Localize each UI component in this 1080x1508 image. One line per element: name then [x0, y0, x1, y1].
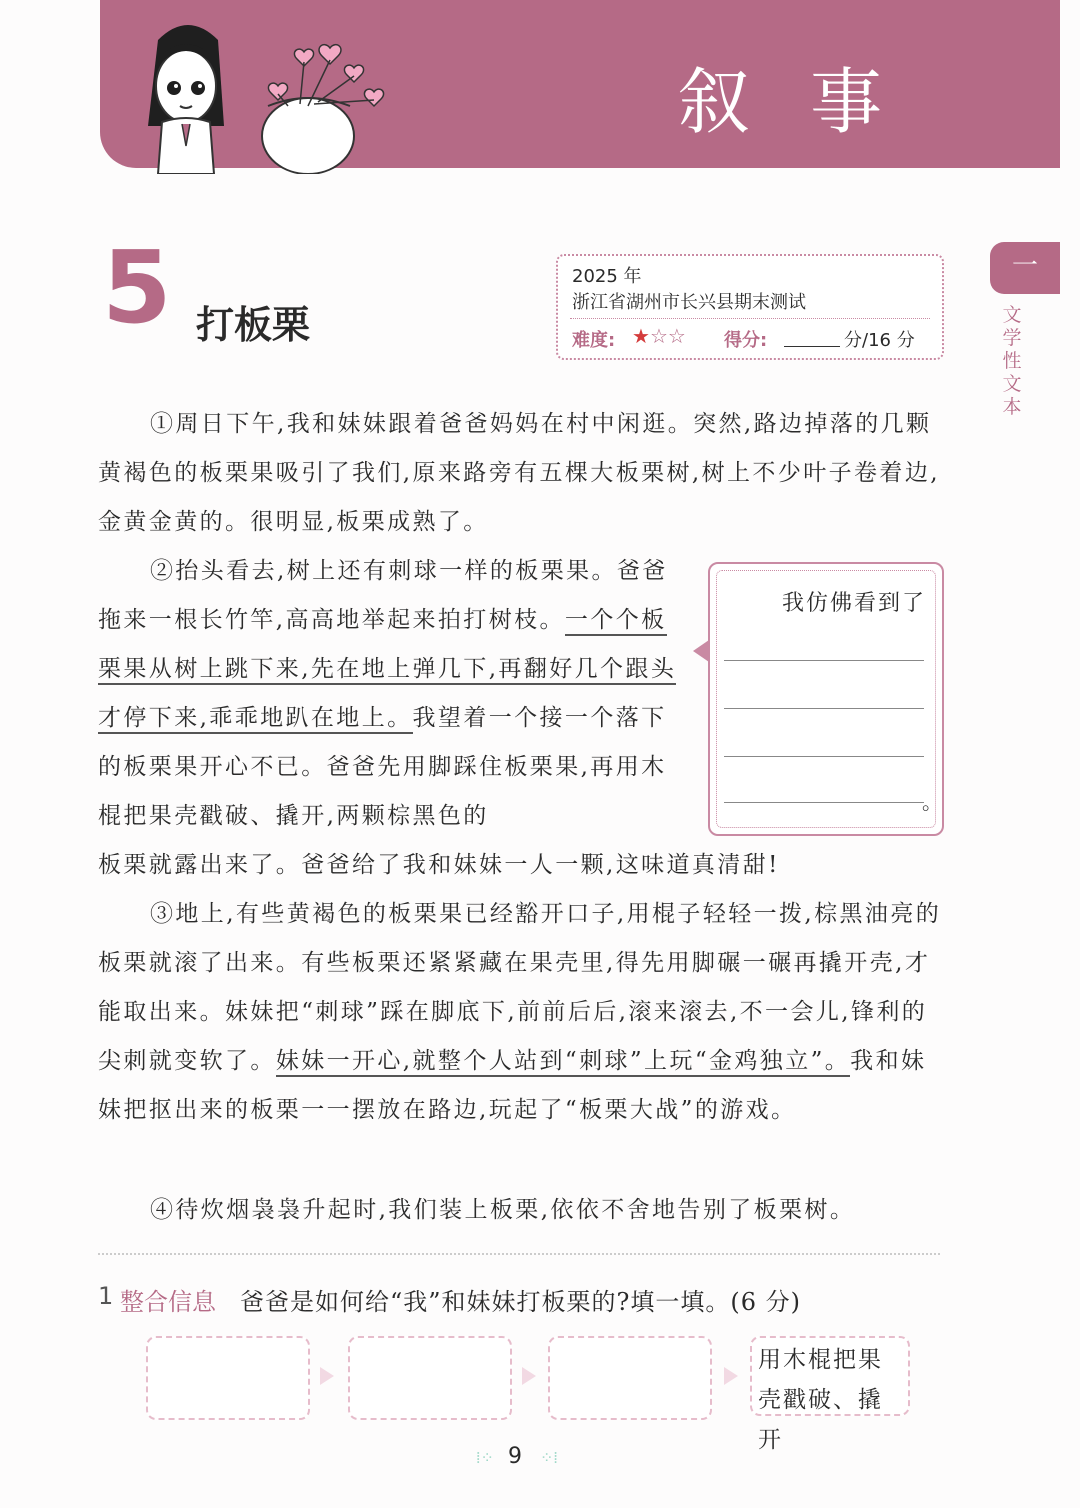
question-number: 1 — [98, 1282, 114, 1310]
banner-title: 叙事 — [677, 60, 942, 144]
lesson-title: 打板栗 — [196, 303, 311, 347]
imagine-box-pointer — [693, 640, 709, 662]
answer-box-step-4: 用木棍把果壳戳破、撬开 — [750, 1336, 910, 1416]
lesson-number: 5 — [102, 229, 172, 346]
exam-info-box — [556, 254, 944, 360]
imagine-end-mark: 。 — [922, 790, 942, 814]
paragraph-1-text: ①周日下午,我和妹妹跟着爸爸妈妈在村中闲逛。突然,路边掉落的几颗黄褐色的板栗果吸引了我们,原来路旁有五棵大板栗树,树上不少叶子卷着边,金黄金黄的。很明显,板栗成熟了。 — [98, 411, 940, 535]
flow-arrow-icon — [724, 1367, 738, 1385]
girl-mascot-illustration — [118, 6, 408, 174]
question-type: 整合信息 — [120, 1288, 216, 1316]
flow-arrow-icon — [522, 1367, 536, 1385]
paragraph-2-underlined-sentence: 一个个板栗果从树上跳下来,先在地上弹几下,再翻好几个跟头才停下来,乖乖地趴在地上。 — [98, 607, 676, 734]
passage-paragraph-2 — [98, 547, 684, 841]
imagine-prompt: 我仿佛看到了 — [781, 591, 926, 616]
section-separator — [98, 1253, 940, 1255]
side-label: 文学性文本 — [1002, 304, 1022, 418]
score-total: 分/16 分 — [844, 330, 915, 351]
imagine-answer-line[interactable] — [724, 756, 924, 757]
paragraph-2-text-before: ②抬头看去,树上还有刺球一样的板栗果。爸爸拖来一根长竹竿,高高地举起来拍打树枝。 — [98, 558, 668, 633]
passage-paragraph-2-continued: 板栗就露出来了。爸爸给了我和妹妹一人一颗,这味道真清甜! — [98, 852, 780, 878]
page-number: 9 — [508, 1444, 522, 1469]
star-empty-icon: ☆ — [649, 324, 668, 348]
exam-divider — [570, 318, 930, 319]
answer-box-step-3[interactable] — [548, 1336, 712, 1420]
difficulty-stars — [632, 324, 686, 348]
side-tab: 一 — [990, 242, 1060, 294]
page-decoration-icon: ⁞⁘ — [476, 1448, 494, 1467]
difficulty-label: 难度: — [572, 330, 616, 351]
paragraph-2-text-after: 我望着一个接一个落下的板栗果开心不已。爸爸先用脚踩住板栗果,再用木棍把果壳戳破、撬开,两颗棕黑色的 — [98, 705, 667, 829]
exam-year: 2025 年 — [572, 266, 642, 287]
page-decoration-icon: ⁘⁞ — [540, 1448, 558, 1467]
star-empty-icon: ☆ — [667, 324, 686, 348]
star-filled-icon: ★ — [632, 324, 650, 348]
imagine-answer-box[interactable] — [708, 562, 944, 836]
answer-box-step-1[interactable] — [146, 1336, 310, 1420]
passage-paragraph-4 — [98, 1186, 944, 1235]
passage-paragraph-3 — [98, 890, 944, 1135]
paragraph-3-text-before: ③地上,有些黄褐色的板栗果已经豁开口子,用棍子轻轻一拨,棕黑油亮的板栗就滚了出来。有些板栗还紧紧藏在果壳里,得先用脚碾一碾再撬开壳,才能取出来。妹妹把“刺球”踩在脚底下,前前后后,滚来滚去,不一会儿,锋利的尖刺就变软了。 — [98, 901, 942, 1074]
paragraph-3-text-after: 我和妹妹把抠出来的板栗一一摆放在路边,玩起了“板栗大战”的游戏。 — [98, 1048, 927, 1123]
paragraph-3-underlined-sentence: 妹妹一开心,就整个人站到“刺球”上玩“金鸡独立”。 — [276, 1048, 850, 1077]
imagine-answer-line[interactable] — [724, 802, 924, 803]
imagine-answer-line[interactable] — [724, 708, 924, 709]
passage-paragraph-1 — [98, 400, 944, 547]
exam-name: 浙江省湖州市长兴县期末测试 — [572, 292, 806, 313]
score-blank[interactable] — [784, 346, 840, 347]
answer-box-step-2[interactable] — [348, 1336, 512, 1420]
question-text: 爸爸是如何给“我”和妹妹打板栗的?填一填。(6 分) — [240, 1288, 802, 1316]
paragraph-4-text: ④待炊烟袅袅升起时,我们装上板栗,依依不舍地告别了板栗树。 — [150, 1197, 856, 1223]
score-label: 得分: — [724, 330, 768, 351]
imagine-answer-line[interactable] — [724, 660, 924, 661]
flow-arrow-icon — [320, 1367, 334, 1385]
